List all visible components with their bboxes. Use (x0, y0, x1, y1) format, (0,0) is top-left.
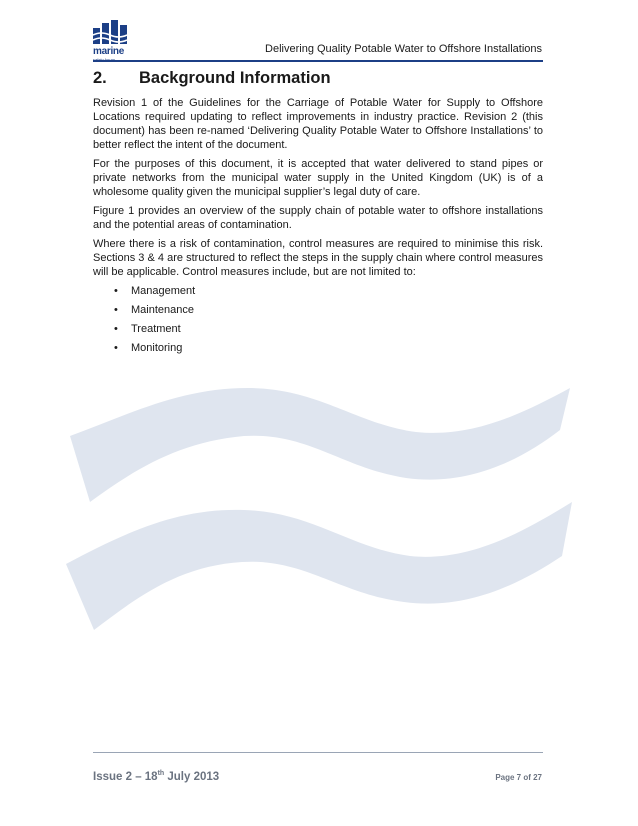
bullet-icon: • (114, 304, 118, 316)
bullet-icon: • (114, 285, 118, 297)
wave-watermark (60, 352, 580, 672)
issue-date (93, 770, 219, 783)
issue-suffix: July 2013 (164, 770, 220, 783)
list-item-label: Management (131, 285, 196, 297)
list-item-label: Monitoring (131, 342, 183, 354)
logo-icon (93, 20, 127, 46)
footer-divider (93, 752, 543, 753)
paragraph: Revision 1 of the Guidelines for the Carriage of Potable Water for Supply to Offshore Locations required updating to reflect improvements in industry practice. Revision 2 (this document) has been re-named ‘Delivering Quality Potable Water to Offshore Installations’ to better reflect the intent of the document. (93, 97, 543, 151)
section-number: 2. (93, 69, 107, 87)
control-measures-list (93, 284, 543, 355)
logo-wordmark: marine (93, 46, 124, 57)
paragraph: For the purposes of this document, it is accepted that water delivered to stand pipes or private networks from the municipal water supply in the United Kingdom (UK) is of a wholesome quality given the municipal supplier’s legal duty of care. (93, 158, 543, 198)
list-item (93, 303, 543, 317)
issue-superscript: th (157, 770, 165, 777)
body-text (93, 96, 543, 360)
bullet-icon: • (114, 342, 118, 354)
paragraph: Where there is a risk of contamination, control measures are required to minimise this risk. Sections 3 & 4 are structured to reflect the steps in the supply chain where control measures will be applicable. Control measures include, but are not limited to: (93, 238, 543, 278)
document-title: Delivering Quality Potable Water to Offshore Installations (265, 43, 542, 55)
list-item-label: Treatment (131, 323, 181, 335)
section-title: Background Information (139, 69, 331, 87)
page-number: Page 7 of 27 (495, 773, 542, 782)
list-item (93, 284, 543, 298)
logo-subtitle: safety forum (93, 57, 116, 62)
section-heading (93, 69, 331, 88)
list-item (93, 341, 543, 355)
bullet-icon: • (114, 323, 118, 335)
list-item (93, 322, 543, 336)
marine-safety-forum-logo (93, 20, 127, 64)
list-item-label: Maintenance (131, 304, 194, 316)
header-divider (93, 60, 543, 62)
paragraph: Figure 1 provides an overview of the supply chain of potable water to offshore installations and the potential areas of contamination. (93, 205, 543, 231)
issue-prefix: Issue 2 – 18 (93, 770, 158, 783)
